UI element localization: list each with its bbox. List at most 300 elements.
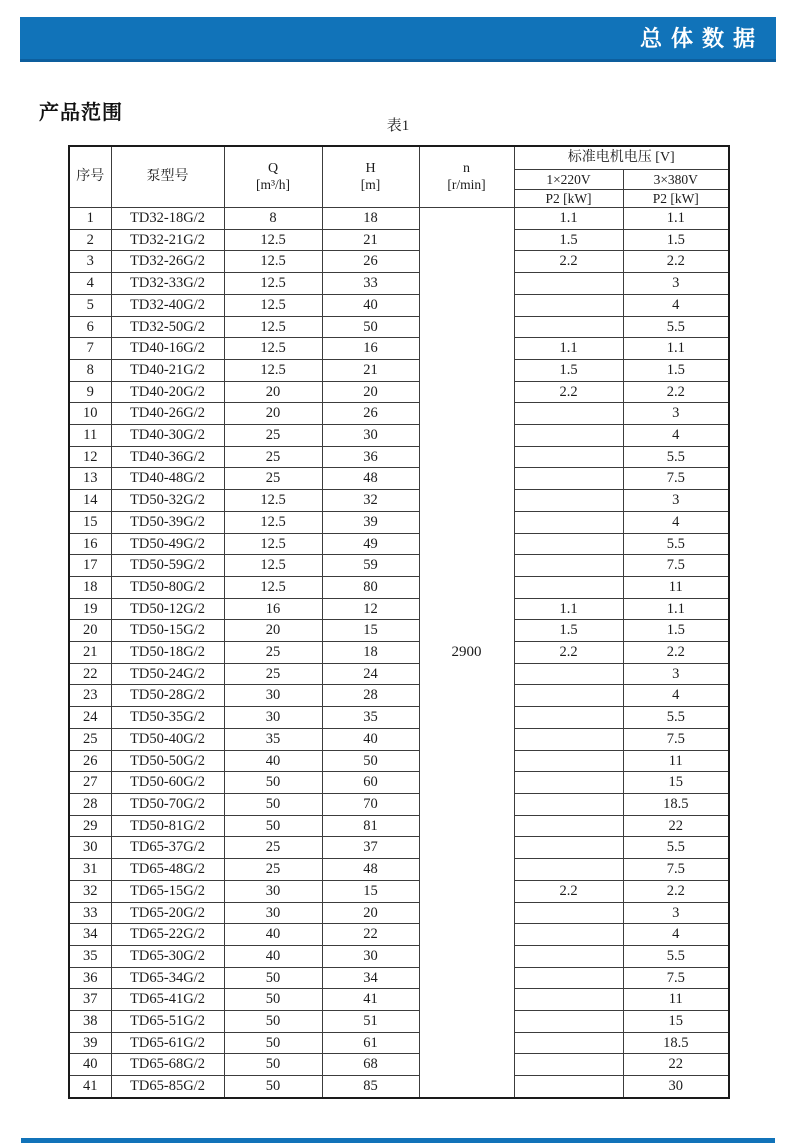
model-cell: TD50-18G/2 bbox=[111, 642, 224, 664]
model-cell: TD32-18G/2 bbox=[111, 208, 224, 230]
table-row bbox=[69, 446, 729, 468]
model-cell: TD32-26G/2 bbox=[111, 251, 224, 273]
model-cell: TD40-21G/2 bbox=[111, 359, 224, 381]
p2-220v-cell bbox=[514, 663, 623, 685]
flow-cell: 50 bbox=[224, 967, 322, 989]
p2-380v-cell: 1.5 bbox=[623, 359, 729, 381]
p2-220v-cell bbox=[514, 924, 623, 946]
head-cell: 28 bbox=[322, 685, 419, 707]
p2-380v-cell: 3 bbox=[623, 902, 729, 924]
table-row bbox=[69, 208, 729, 230]
p2-380v-cell: 3 bbox=[623, 490, 729, 512]
flow-cell: 25 bbox=[224, 425, 322, 447]
p2-220v-cell bbox=[514, 837, 623, 859]
head-cell: 49 bbox=[322, 533, 419, 555]
p2-380v-cell: 7.5 bbox=[623, 468, 729, 490]
flow-cell: 50 bbox=[224, 989, 322, 1011]
p2-380v-cell: 5.5 bbox=[623, 446, 729, 468]
flow-cell: 50 bbox=[224, 1054, 322, 1076]
flow-cell: 20 bbox=[224, 403, 322, 425]
row-index-cell: 17 bbox=[69, 555, 111, 577]
head-cell: 21 bbox=[322, 359, 419, 381]
p2-220v-cell: 2.2 bbox=[514, 642, 623, 664]
p2-380v-cell: 4 bbox=[623, 924, 729, 946]
p2-380v-cell: 3 bbox=[623, 663, 729, 685]
model-cell: TD32-40G/2 bbox=[111, 294, 224, 316]
table-row bbox=[69, 815, 729, 837]
p2-380v-cell: 1.1 bbox=[623, 208, 729, 230]
table-row bbox=[69, 859, 729, 881]
head-cell: 80 bbox=[322, 576, 419, 598]
p2-220v-cell bbox=[514, 685, 623, 707]
head-cell: 30 bbox=[322, 425, 419, 447]
table-row bbox=[69, 576, 729, 598]
model-cell: TD65-48G/2 bbox=[111, 859, 224, 881]
head-cell: 35 bbox=[322, 707, 419, 729]
model-cell: TD65-41G/2 bbox=[111, 989, 224, 1011]
model-cell: TD50-32G/2 bbox=[111, 490, 224, 512]
table-row bbox=[69, 381, 729, 403]
model-cell: TD50-59G/2 bbox=[111, 555, 224, 577]
flow-cell: 25 bbox=[224, 446, 322, 468]
head-cell: 22 bbox=[322, 924, 419, 946]
product-table bbox=[68, 145, 730, 1099]
table-row bbox=[69, 1076, 729, 1098]
p2-380v-cell: 3 bbox=[623, 403, 729, 425]
table-row bbox=[69, 793, 729, 815]
table-row bbox=[69, 1032, 729, 1054]
speed-unit: [r/min] bbox=[447, 177, 486, 193]
table-row bbox=[69, 772, 729, 794]
flow-cell: 25 bbox=[224, 642, 322, 664]
p2-220v-cell bbox=[514, 316, 623, 338]
p2-220v-cell bbox=[514, 294, 623, 316]
flow-cell: 12.5 bbox=[224, 490, 322, 512]
p2-380v-cell: 2.2 bbox=[623, 381, 729, 403]
p2-380v-cell: 1.5 bbox=[623, 620, 729, 642]
p2-380v-cell: 7.5 bbox=[623, 555, 729, 577]
p2-220v-cell bbox=[514, 468, 623, 490]
p2-220v-cell bbox=[514, 945, 623, 967]
head-cell: 15 bbox=[322, 880, 419, 902]
p2-220v-cell: 2.2 bbox=[514, 381, 623, 403]
head-cell: 81 bbox=[322, 815, 419, 837]
p2-380v-cell: 2.2 bbox=[623, 251, 729, 273]
header-banner bbox=[20, 17, 776, 62]
head-cell: 39 bbox=[322, 511, 419, 533]
row-index-cell: 15 bbox=[69, 511, 111, 533]
table-row bbox=[69, 1011, 729, 1033]
row-index-cell: 26 bbox=[69, 750, 111, 772]
head-cell: 18 bbox=[322, 642, 419, 664]
model-cell: TD50-50G/2 bbox=[111, 750, 224, 772]
row-index-cell: 22 bbox=[69, 663, 111, 685]
model-cell: TD65-51G/2 bbox=[111, 1011, 224, 1033]
flow-symbol: Q bbox=[267, 161, 279, 177]
head-cell: 60 bbox=[322, 772, 419, 794]
row-index-cell: 38 bbox=[69, 1011, 111, 1033]
page-title: 总体数据 bbox=[639, 26, 764, 51]
table-row bbox=[69, 924, 729, 946]
p2-220v-cell bbox=[514, 902, 623, 924]
speed-symbol: n bbox=[463, 161, 470, 177]
model-cell: TD50-80G/2 bbox=[111, 576, 224, 598]
model-cell: TD50-15G/2 bbox=[111, 620, 224, 642]
table-row bbox=[69, 902, 729, 924]
table-row bbox=[69, 468, 729, 490]
row-index-cell: 18 bbox=[69, 576, 111, 598]
model-cell: TD40-20G/2 bbox=[111, 381, 224, 403]
p2-220v-cell: 1.5 bbox=[514, 229, 623, 251]
head-cell: 50 bbox=[322, 316, 419, 338]
row-index-cell: 5 bbox=[69, 294, 111, 316]
table-row bbox=[69, 642, 729, 664]
p2-220v-cell bbox=[514, 1054, 623, 1076]
p2-220v-cell bbox=[514, 989, 623, 1011]
p2-380v-cell: 15 bbox=[623, 1011, 729, 1033]
table-row bbox=[69, 229, 729, 251]
p2-220v-cell: 2.2 bbox=[514, 251, 623, 273]
row-index-cell: 19 bbox=[69, 598, 111, 620]
row-index-cell: 3 bbox=[69, 251, 111, 273]
head-cell: 21 bbox=[322, 229, 419, 251]
row-index-cell: 12 bbox=[69, 446, 111, 468]
head-cell: 36 bbox=[322, 446, 419, 468]
head-cell: 12 bbox=[322, 598, 419, 620]
model-cell: TD40-36G/2 bbox=[111, 446, 224, 468]
p2-380v-cell: 22 bbox=[623, 1054, 729, 1076]
p2-220v-cell bbox=[514, 772, 623, 794]
p2-380v-cell: 4 bbox=[623, 511, 729, 533]
p2-380v-cell: 5.5 bbox=[623, 945, 729, 967]
model-cell: TD65-85G/2 bbox=[111, 1076, 224, 1098]
model-cell: TD50-24G/2 bbox=[111, 663, 224, 685]
model-cell: TD65-30G/2 bbox=[111, 945, 224, 967]
model-cell: TD50-39G/2 bbox=[111, 511, 224, 533]
head-cell: 20 bbox=[322, 381, 419, 403]
col-header-p2-380v: P2 [kW] bbox=[623, 190, 729, 208]
row-index-cell: 1 bbox=[69, 208, 111, 230]
table-row bbox=[69, 294, 729, 316]
model-cell: TD65-68G/2 bbox=[111, 1054, 224, 1076]
model-cell: TD32-50G/2 bbox=[111, 316, 224, 338]
col-header-speed bbox=[419, 146, 514, 208]
table-caption: 表1 bbox=[386, 118, 410, 134]
flow-cell: 50 bbox=[224, 1076, 322, 1098]
row-index-cell: 36 bbox=[69, 967, 111, 989]
head-symbol: H bbox=[365, 161, 376, 177]
section-title: 产品范围 bbox=[39, 102, 123, 124]
row-index-cell: 23 bbox=[69, 685, 111, 707]
p2-220v-cell bbox=[514, 511, 623, 533]
table-row bbox=[69, 620, 729, 642]
p2-380v-cell: 11 bbox=[623, 989, 729, 1011]
p2-380v-cell: 4 bbox=[623, 685, 729, 707]
head-cell: 41 bbox=[322, 989, 419, 1011]
p2-380v-cell: 4 bbox=[623, 425, 729, 447]
flow-cell: 12.5 bbox=[224, 338, 322, 360]
p2-380v-cell: 11 bbox=[623, 576, 729, 598]
flow-cell: 50 bbox=[224, 772, 322, 794]
col-header-head bbox=[322, 146, 419, 208]
p2-220v-cell: 1.5 bbox=[514, 359, 623, 381]
head-cell: 20 bbox=[322, 902, 419, 924]
table-row bbox=[69, 316, 729, 338]
head-cell: 15 bbox=[322, 620, 419, 642]
p2-380v-cell: 5.5 bbox=[623, 837, 729, 859]
flow-cell: 12.5 bbox=[224, 359, 322, 381]
head-cell: 40 bbox=[322, 728, 419, 750]
table-row bbox=[69, 403, 729, 425]
flow-cell: 40 bbox=[224, 750, 322, 772]
p2-220v-cell bbox=[514, 555, 623, 577]
p2-220v-cell bbox=[514, 793, 623, 815]
row-index-cell: 29 bbox=[69, 815, 111, 837]
head-cell: 16 bbox=[322, 338, 419, 360]
flow-cell: 12.5 bbox=[224, 229, 322, 251]
head-cell: 59 bbox=[322, 555, 419, 577]
p2-380v-cell: 3 bbox=[623, 273, 729, 295]
p2-220v-cell bbox=[514, 859, 623, 881]
model-cell: TD50-60G/2 bbox=[111, 772, 224, 794]
head-cell: 26 bbox=[322, 403, 419, 425]
table-row bbox=[69, 685, 729, 707]
model-cell: TD65-22G/2 bbox=[111, 924, 224, 946]
row-index-cell: 34 bbox=[69, 924, 111, 946]
head-cell: 51 bbox=[322, 1011, 419, 1033]
flow-cell: 50 bbox=[224, 1032, 322, 1054]
row-index-cell: 2 bbox=[69, 229, 111, 251]
table-row bbox=[69, 533, 729, 555]
table-row bbox=[69, 425, 729, 447]
model-cell: TD50-28G/2 bbox=[111, 685, 224, 707]
flow-cell: 8 bbox=[224, 208, 322, 230]
flow-cell: 12.5 bbox=[224, 316, 322, 338]
footer-rule bbox=[21, 1138, 775, 1143]
row-index-cell: 35 bbox=[69, 945, 111, 967]
p2-380v-cell: 1.1 bbox=[623, 338, 729, 360]
p2-220v-cell: 1.1 bbox=[514, 338, 623, 360]
row-index-cell: 9 bbox=[69, 381, 111, 403]
flow-cell: 25 bbox=[224, 859, 322, 881]
row-index-cell: 8 bbox=[69, 359, 111, 381]
p2-220v-cell bbox=[514, 815, 623, 837]
p2-220v-cell bbox=[514, 576, 623, 598]
flow-cell: 16 bbox=[224, 598, 322, 620]
p2-220v-cell bbox=[514, 1011, 623, 1033]
col-header-index: 序号 bbox=[69, 146, 111, 208]
table-row bbox=[69, 490, 729, 512]
model-cell: TD65-15G/2 bbox=[111, 880, 224, 902]
flow-cell: 12.5 bbox=[224, 511, 322, 533]
row-index-cell: 33 bbox=[69, 902, 111, 924]
p2-220v-cell bbox=[514, 446, 623, 468]
table-row bbox=[69, 511, 729, 533]
head-cell: 37 bbox=[322, 837, 419, 859]
flow-cell: 12.5 bbox=[224, 294, 322, 316]
table-row bbox=[69, 707, 729, 729]
p2-220v-cell bbox=[514, 728, 623, 750]
col-header-220v: 1×220V bbox=[514, 170, 623, 190]
model-cell: TD50-81G/2 bbox=[111, 815, 224, 837]
model-cell: TD32-33G/2 bbox=[111, 273, 224, 295]
flow-cell: 25 bbox=[224, 468, 322, 490]
model-cell: TD65-61G/2 bbox=[111, 1032, 224, 1054]
p2-220v-cell bbox=[514, 967, 623, 989]
p2-380v-cell: 5.5 bbox=[623, 316, 729, 338]
row-index-cell: 40 bbox=[69, 1054, 111, 1076]
head-cell: 18 bbox=[322, 208, 419, 230]
row-index-cell: 21 bbox=[69, 642, 111, 664]
row-index-cell: 14 bbox=[69, 490, 111, 512]
table-row bbox=[69, 750, 729, 772]
table-row bbox=[69, 663, 729, 685]
row-index-cell: 39 bbox=[69, 1032, 111, 1054]
model-cell: TD50-49G/2 bbox=[111, 533, 224, 555]
table-row bbox=[69, 251, 729, 273]
p2-380v-cell: 1.5 bbox=[623, 229, 729, 251]
p2-220v-cell: 1.1 bbox=[514, 208, 623, 230]
product-table-body bbox=[69, 208, 729, 1098]
head-cell: 85 bbox=[322, 1076, 419, 1098]
row-index-cell: 37 bbox=[69, 989, 111, 1011]
row-index-cell: 30 bbox=[69, 837, 111, 859]
p2-380v-cell: 22 bbox=[623, 815, 729, 837]
table-row bbox=[69, 273, 729, 295]
p2-380v-cell: 5.5 bbox=[623, 533, 729, 555]
head-cell: 70 bbox=[322, 793, 419, 815]
table-row bbox=[69, 967, 729, 989]
row-index-cell: 7 bbox=[69, 338, 111, 360]
model-cell: TD65-37G/2 bbox=[111, 837, 224, 859]
row-index-cell: 24 bbox=[69, 707, 111, 729]
head-cell: 26 bbox=[322, 251, 419, 273]
p2-220v-cell bbox=[514, 1076, 623, 1098]
p2-380v-cell: 7.5 bbox=[623, 859, 729, 881]
row-index-cell: 16 bbox=[69, 533, 111, 555]
flow-cell: 20 bbox=[224, 620, 322, 642]
table-row bbox=[69, 728, 729, 750]
head-cell: 61 bbox=[322, 1032, 419, 1054]
head-cell: 68 bbox=[322, 1054, 419, 1076]
model-cell: TD50-12G/2 bbox=[111, 598, 224, 620]
head-cell: 50 bbox=[322, 750, 419, 772]
p2-220v-cell bbox=[514, 490, 623, 512]
row-index-cell: 11 bbox=[69, 425, 111, 447]
model-cell: TD50-35G/2 bbox=[111, 707, 224, 729]
p2-380v-cell: 30 bbox=[623, 1076, 729, 1098]
flow-cell: 30 bbox=[224, 707, 322, 729]
p2-220v-cell bbox=[514, 533, 623, 555]
p2-380v-cell: 7.5 bbox=[623, 967, 729, 989]
row-index-cell: 27 bbox=[69, 772, 111, 794]
flow-cell: 50 bbox=[224, 1011, 322, 1033]
col-header-model: 泵型号 bbox=[111, 146, 224, 208]
table-row bbox=[69, 359, 729, 381]
p2-220v-cell bbox=[514, 403, 623, 425]
row-index-cell: 25 bbox=[69, 728, 111, 750]
p2-380v-cell: 5.5 bbox=[623, 707, 729, 729]
model-cell: TD40-16G/2 bbox=[111, 338, 224, 360]
flow-cell: 25 bbox=[224, 663, 322, 685]
row-index-cell: 10 bbox=[69, 403, 111, 425]
row-index-cell: 41 bbox=[69, 1076, 111, 1098]
table-row bbox=[69, 1054, 729, 1076]
row-index-cell: 32 bbox=[69, 880, 111, 902]
p2-380v-cell: 15 bbox=[623, 772, 729, 794]
head-cell: 33 bbox=[322, 273, 419, 295]
flow-cell: 12.5 bbox=[224, 555, 322, 577]
p2-380v-cell: 18.5 bbox=[623, 793, 729, 815]
table-row bbox=[69, 338, 729, 360]
p2-220v-cell bbox=[514, 425, 623, 447]
row-index-cell: 28 bbox=[69, 793, 111, 815]
row-index-cell: 20 bbox=[69, 620, 111, 642]
p2-220v-cell: 1.5 bbox=[514, 620, 623, 642]
table-row bbox=[69, 945, 729, 967]
col-header-voltage-group: 标准电机电压 [V] bbox=[514, 146, 729, 170]
flow-cell: 25 bbox=[224, 837, 322, 859]
flow-cell: 20 bbox=[224, 381, 322, 403]
p2-220v-cell bbox=[514, 750, 623, 772]
model-cell: TD50-70G/2 bbox=[111, 793, 224, 815]
p2-380v-cell: 4 bbox=[623, 294, 729, 316]
p2-380v-cell: 2.2 bbox=[623, 880, 729, 902]
flow-cell: 40 bbox=[224, 924, 322, 946]
model-cell: TD40-30G/2 bbox=[111, 425, 224, 447]
flow-cell: 50 bbox=[224, 815, 322, 837]
flow-cell: 40 bbox=[224, 945, 322, 967]
head-unit: [m] bbox=[360, 177, 381, 193]
model-cell: TD40-26G/2 bbox=[111, 403, 224, 425]
row-index-cell: 13 bbox=[69, 468, 111, 490]
flow-cell: 12.5 bbox=[224, 251, 322, 273]
model-cell: TD40-48G/2 bbox=[111, 468, 224, 490]
model-cell: TD32-21G/2 bbox=[111, 229, 224, 251]
speed-value-cell: 2900 bbox=[419, 208, 514, 1098]
p2-220v-cell bbox=[514, 273, 623, 295]
p2-220v-cell bbox=[514, 1032, 623, 1054]
head-cell: 48 bbox=[322, 859, 419, 881]
row-index-cell: 4 bbox=[69, 273, 111, 295]
p2-220v-cell: 1.1 bbox=[514, 598, 623, 620]
head-cell: 30 bbox=[322, 945, 419, 967]
table-row bbox=[69, 880, 729, 902]
p2-380v-cell: 2.2 bbox=[623, 642, 729, 664]
flow-cell: 50 bbox=[224, 793, 322, 815]
p2-220v-cell bbox=[514, 707, 623, 729]
table-row bbox=[69, 989, 729, 1011]
flow-cell: 30 bbox=[224, 902, 322, 924]
flow-cell: 12.5 bbox=[224, 533, 322, 555]
table-row bbox=[69, 555, 729, 577]
flow-unit: [m³/h] bbox=[255, 177, 291, 193]
p2-220v-cell: 2.2 bbox=[514, 880, 623, 902]
p2-380v-cell: 7.5 bbox=[623, 728, 729, 750]
model-cell: TD50-40G/2 bbox=[111, 728, 224, 750]
col-header-380v: 3×380V bbox=[623, 170, 729, 190]
flow-cell: 30 bbox=[224, 685, 322, 707]
col-header-p2-220v: P2 [kW] bbox=[514, 190, 623, 208]
p2-380v-cell: 11 bbox=[623, 750, 729, 772]
p2-380v-cell: 1.1 bbox=[623, 598, 729, 620]
flow-cell: 30 bbox=[224, 880, 322, 902]
head-cell: 24 bbox=[322, 663, 419, 685]
p2-380v-cell: 18.5 bbox=[623, 1032, 729, 1054]
table-row bbox=[69, 598, 729, 620]
table-row bbox=[69, 837, 729, 859]
row-index-cell: 31 bbox=[69, 859, 111, 881]
